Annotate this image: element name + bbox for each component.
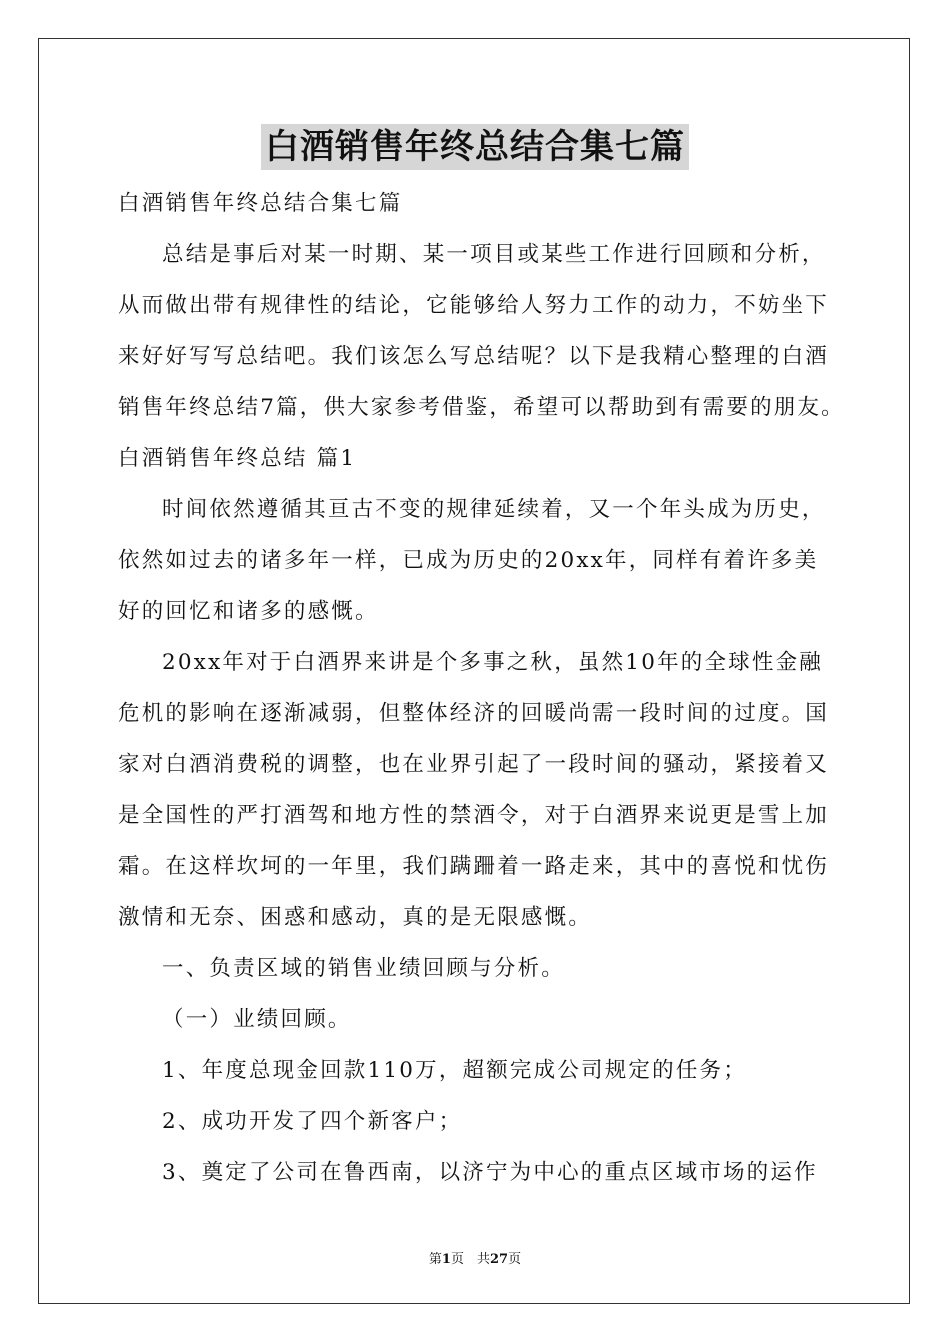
- footer-total-pages: 27: [489, 1252, 509, 1267]
- text-line: 总结是事后对某一时期、某一项目或某些工作进行回顾和分析，: [162, 242, 826, 267]
- text-line: 危机的影响在逐渐减弱，但整体经济的回暖尚需一段时间的过度。国: [118, 701, 830, 726]
- text-line: 销售年终总结7篇，供大家参考借鉴，希望可以帮助到有需要的朋友。: [118, 395, 845, 420]
- text-line: 家对白酒消费税的调整，也在业界引起了一段时间的骚动，紧接着又: [118, 752, 830, 777]
- text-line: 2、成功开发了四个新客户；: [162, 1109, 463, 1134]
- text-line: 3、奠定了公司在鲁西南，以济宁为中心的重点区域市场的运作: [162, 1160, 818, 1185]
- text-line: 是全国性的严打酒驾和地方性的禁酒令，对于白酒界来说更是雪上加: [118, 803, 830, 828]
- text-line: 从而做出带有规律性的结论，它能够给人努力工作的动力，不妨坐下: [118, 293, 830, 318]
- text-line: 20xx年对于白酒界来讲是个多事之秋，虽然10年的全球性金融: [162, 650, 823, 675]
- page-footer: [0, 1248, 950, 1267]
- text-line: 依然如过去的诸多年一样，已成为历史的20xx年，同样有着许多美: [118, 548, 819, 573]
- document-body: [118, 178, 845, 1198]
- footer-suffix: 页: [508, 1252, 522, 1267]
- text-line: 1、年度总现金回款110万，超额完成公司规定的任务；: [162, 1058, 747, 1083]
- document-title: 白酒销售年终总结合集七篇: [261, 124, 689, 170]
- title-container: [0, 124, 950, 170]
- footer-prefix: 第: [428, 1252, 442, 1267]
- text-line: 霜。在这样坎坷的一年里，我们蹒跚着一路走来，其中的喜悦和忧伤: [118, 854, 830, 879]
- text-line: 一、负责区域的销售业绩回顾与分析。: [162, 956, 565, 981]
- text-line: 白酒销售年终总结 篇1: [118, 446, 357, 471]
- text-line: 好的回忆和诸多的感慨。: [118, 599, 379, 624]
- footer-mid: 页 共: [450, 1252, 490, 1267]
- text-line: 来好好写写总结吧。我们该怎么写总结呢？以下是我精心整理的白酒: [118, 344, 830, 369]
- footer-page-number: 1: [441, 1252, 451, 1267]
- text-line: 激情和无奈、困惑和感动，真的是无限感慨。: [118, 905, 593, 930]
- text-line: （一）业绩回顾。: [162, 1007, 352, 1032]
- text-line: 时间依然遵循其亘古不变的规律延续着，又一个年头成为历史，: [162, 497, 826, 522]
- text-line: 白酒销售年终总结合集七篇: [118, 191, 403, 216]
